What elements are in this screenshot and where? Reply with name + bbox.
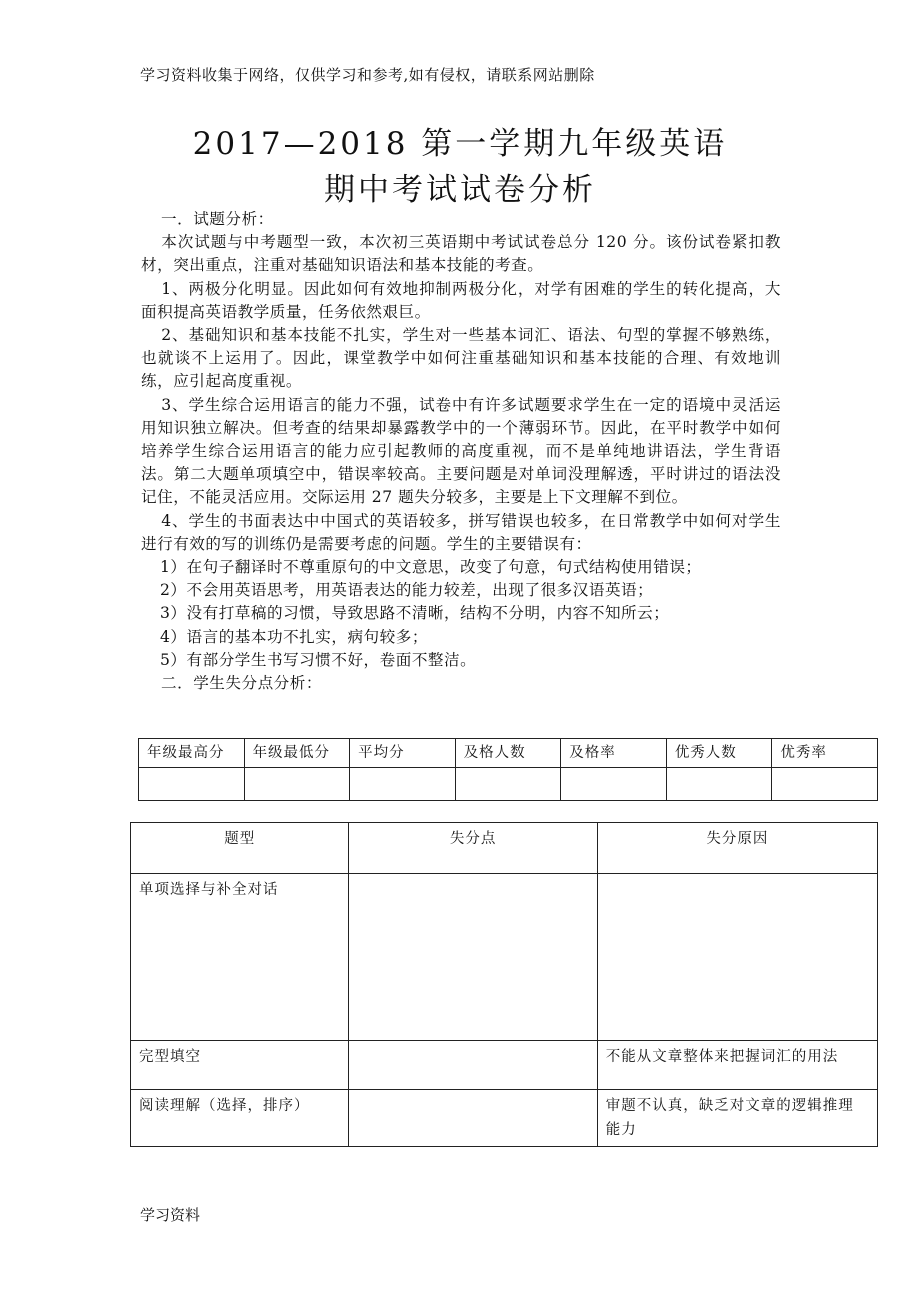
error-item-2: 2）不会用英语思考，用英语表达的能力较差，出现了很多汉语英语； — [160, 581, 654, 600]
score-stats-table — [138, 738, 878, 801]
paragraph-point-2: 2、基础知识和基本技能不扎实，学生对一些基本词汇、语法、句型的掌握不够熟练，也就谈不上运用了。因此，课堂教学中如何注重基础知识和基本技能的合理、有效地训练，应引起高度重视。 — [141, 326, 781, 391]
stats-value-cell — [350, 768, 456, 801]
stats-header-cell: 及格率 — [561, 739, 667, 768]
stats-header-cell: 及格人数 — [455, 739, 561, 768]
stats-value-cell — [772, 768, 878, 801]
stats-header-cell: 优秀人数 — [666, 739, 772, 768]
paragraph-point-1: 1、两极分化明显。因此如何有效地抑制两极分化，对学有困难的学生的转化提高，大面积提高英语教学质量，任务依然艰巨。 — [141, 279, 781, 321]
document-title-line2: 期中考试试卷分析 — [324, 172, 596, 208]
loss-point-cell — [349, 1090, 597, 1147]
loss-header-type: 题型 — [131, 823, 349, 874]
stats-value-cell — [244, 768, 350, 801]
header-note: 学习资料收集于网络，仅供学习和参考,如有侵权，请联系网站删除 — [140, 66, 595, 84]
error-item-5: 5）有部分学生书写习惯不好，卷面不整洁。 — [160, 650, 477, 669]
error-item-3: 3）没有打草稿的习惯，导致思路不清晰，结构不分明，内容不知所云； — [160, 604, 670, 623]
stats-header-row — [139, 739, 878, 768]
loss-analysis-table — [130, 822, 878, 1147]
body-text — [141, 208, 781, 695]
stats-value-row — [139, 768, 878, 801]
error-item-1: 1）在句子翻译时不尊重原句的中文意思，改变了句意，句式结构使用错误； — [160, 558, 702, 577]
error-item-4: 4）语言的基本功不扎实，病句较多； — [160, 627, 428, 646]
section1-heading: 一．试题分析： — [161, 210, 274, 228]
paragraph-point-4: 4、学生的书面表达中中国式的英语较多，拼写错误也较多，在日常教学中如何对学生进行有效的写的训练仍是需要考虑的问题。学生的主要错误有： — [141, 511, 781, 553]
stats-value-cell — [561, 768, 667, 801]
loss-point-cell — [349, 1041, 597, 1090]
stats-header-cell: 年级最高分 — [139, 739, 245, 768]
stats-header-cell: 年级最低分 — [244, 739, 350, 768]
table-row — [131, 874, 878, 1041]
paragraph-point-3: 3、学生综合运用语言的能力不强，试卷中有许多试题要求学生在一定的语境中灵活运用知识独立解决。但考查的结果却暴露教学中的一个薄弱环节。因此，在平时教学中如何培养学生综合运用语言的能力应引起教师的高度重视，而不是单纯地讲语法，学生背语法。第二大题单项填空中，错误率较高。主要问题是对单词没理解透，平时讲过的语法没记住，不能灵活应用。交际运用 27 题失分较多，主要是上下文理解不到位。 — [141, 395, 781, 507]
stats-value-cell — [666, 768, 772, 801]
footer-label: 学习资料 — [140, 1206, 201, 1224]
loss-type-cell: 阅读理解（选择，排序） — [131, 1090, 349, 1147]
stats-header-cell: 平均分 — [350, 739, 456, 768]
paragraph-intro: 本次试题与中考题型一致，本次初三英语期中考试试卷总分 120 分。该份试卷紧扣教材，突出重点，注重对基础知识语法和基本技能的考查。 — [141, 233, 781, 275]
document-title-line1: 2017—2018 第一学期九年级英语 — [192, 126, 728, 162]
loss-point-cell — [349, 874, 597, 1041]
stats-value-cell — [139, 768, 245, 801]
loss-header-reason: 失分原因 — [597, 823, 877, 874]
section2-heading: 二．学生失分点分析： — [161, 674, 322, 693]
stats-value-cell — [455, 768, 561, 801]
loss-type-cell: 单项选择与补全对话 — [131, 874, 349, 1041]
table-row — [131, 1090, 878, 1147]
loss-header-row — [131, 823, 878, 874]
loss-reason-cell: 不能从文章整体来把握词汇的用法 — [597, 1041, 877, 1090]
table-row — [131, 1041, 878, 1090]
loss-type-cell: 完型填空 — [131, 1041, 349, 1090]
loss-header-point: 失分点 — [349, 823, 597, 874]
loss-reason-cell — [597, 874, 877, 1041]
stats-header-cell: 优秀率 — [772, 739, 878, 768]
loss-reason-cell: 审题不认真，缺乏对文章的逻辑推理能力 — [597, 1090, 877, 1147]
